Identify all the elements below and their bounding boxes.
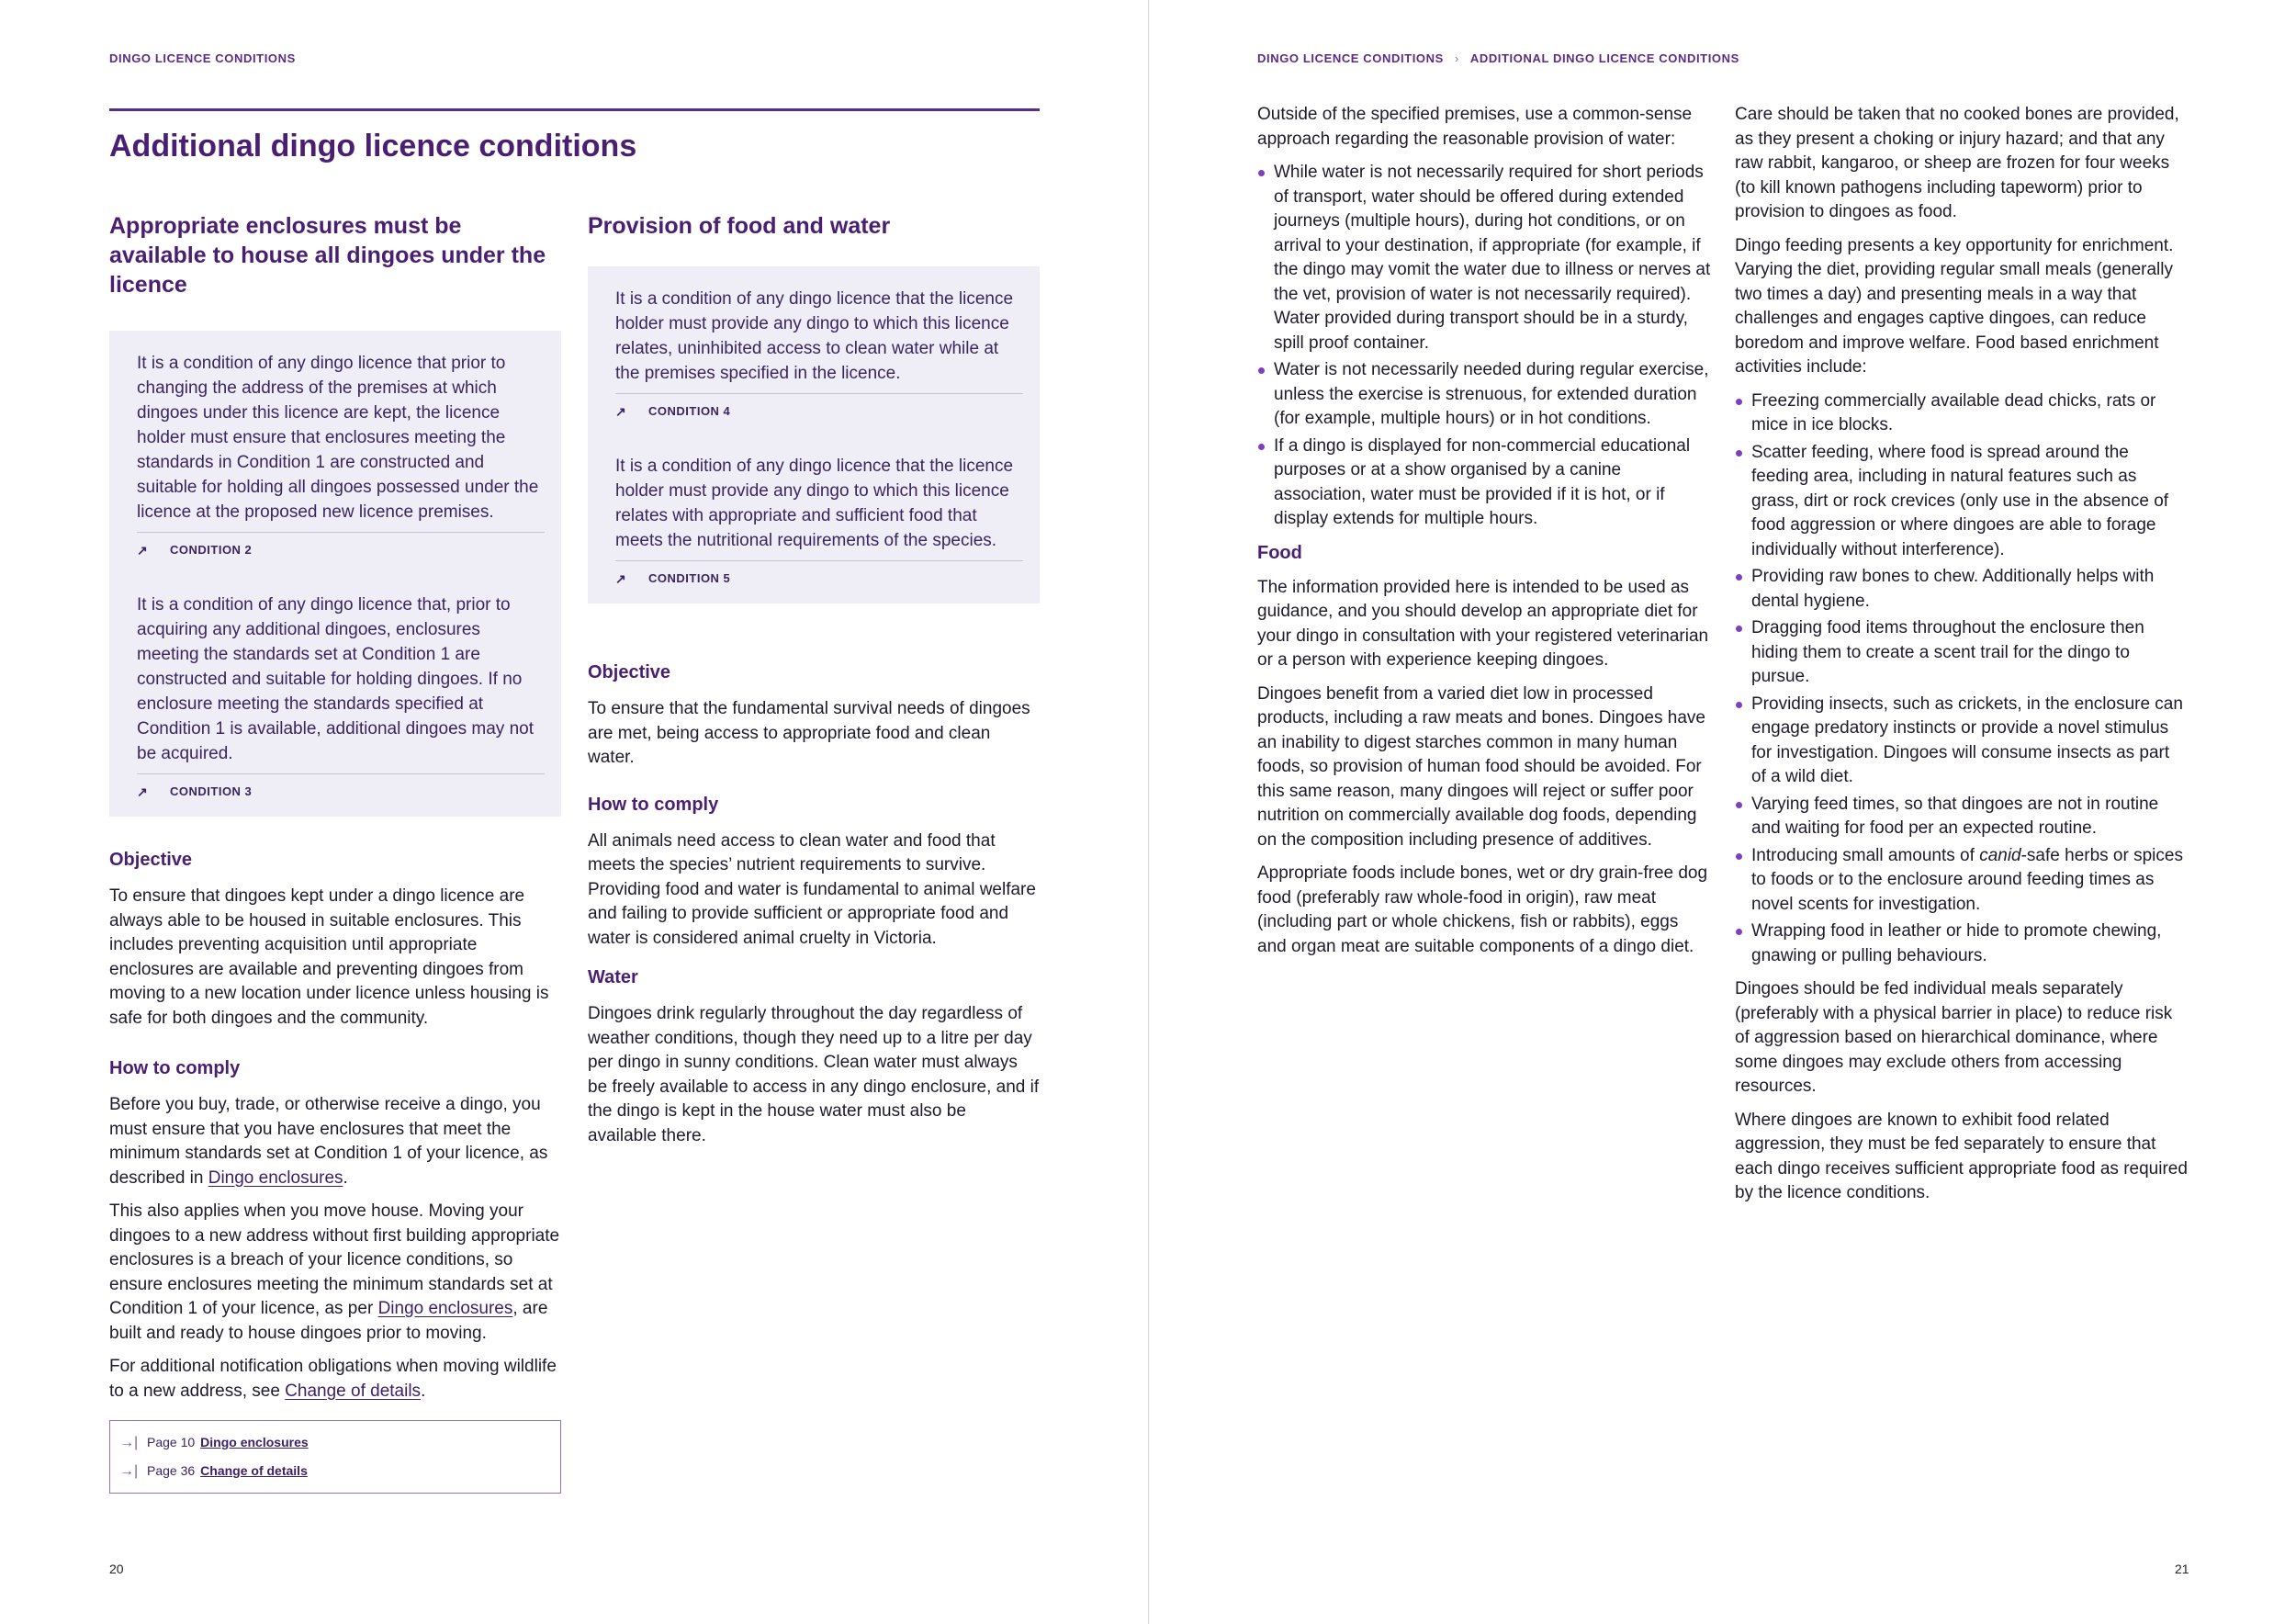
condition-5 bbox=[615, 454, 1023, 592]
condition-ref-label: CONDITION 5 bbox=[648, 570, 731, 585]
food-heading: Food bbox=[1257, 542, 1302, 563]
arrow-right-bar-icon: →| bbox=[119, 1463, 139, 1479]
objective-heading: Objective bbox=[109, 850, 193, 870]
page-number: 21 bbox=[2175, 1562, 2189, 1576]
food-aggression-paragraph: Where dingoes are known to exhibit food related aggression, they must be fed separately to ensure that each dingo receives sufficient appropriate food as required by the licence conditions. bbox=[1735, 1110, 2188, 1202]
title-rule bbox=[109, 108, 1040, 111]
column-food-water bbox=[588, 211, 1040, 1157]
list-item: Water is not necessarily needed during regular exercise, unless the exercise is strenuous, for extended duration (for example, multiple hours) or in hot conditions. bbox=[1257, 358, 1711, 432]
condition-ref-label: CONDITION 4 bbox=[648, 404, 731, 418]
condition-text: It is a condition of any dingo licence that the licence holder must provide any dingo to which this licence relates with appropriate and sufficient food that meets the nutritional requirements of the species. bbox=[615, 456, 1014, 550]
condition-ref[interactable] bbox=[615, 560, 1023, 592]
chevron-right-icon: › bbox=[1454, 51, 1459, 65]
condition-text: It is a condition of any dingo licence that the licence holder must provide any dingo to which this licence relates, uninhibited access to clean water while at the premises specified in the licence. bbox=[615, 289, 1014, 383]
page-reference-row[interactable] bbox=[119, 1457, 551, 1485]
conditions-box-food-water bbox=[588, 266, 1040, 603]
breadcrumb-item-2: ADDITIONAL DINGO LICENCE CONDITIONS bbox=[1469, 51, 1739, 65]
section-heading-food-water: Provision of food and water bbox=[588, 213, 891, 239]
change-of-details-page-link[interactable]: Change of details bbox=[200, 1463, 308, 1478]
condition-ref-label: CONDITION 2 bbox=[170, 543, 253, 557]
change-of-details-link[interactable]: Change of details bbox=[285, 1381, 422, 1401]
column-enclosures bbox=[109, 211, 561, 1494]
list-item: Wrapping food in leather or hide to promote chewing, gnawing or pulling behaviours. bbox=[1735, 919, 2189, 968]
condition-ref[interactable] bbox=[615, 393, 1023, 424]
list-item: Freezing commercially available dead chicks, rats or mice in ice blocks. bbox=[1735, 389, 2189, 438]
condition-text: It is a condition of any dingo licence that prior to changing the address of the premises at which dingoes under this licence are kept, the licence holder must ensure that enclosures meeting the standards in Condition 1 are constructed and suitable for holding all dingoes possessed under the licence at the proposed new licence premises. bbox=[137, 354, 539, 522]
water-heading: Water bbox=[588, 967, 638, 987]
page-title: Additional dingo licence conditions bbox=[109, 129, 637, 164]
food-paragraph-2: Dingoes benefit from a varied diet low in processed products, including a raw meats and bones. Dingoes have an inability to digest starches common in many human foods, so provision of human food should be avoided. For this same reason, many dingoes will reject or suffer poor nutrition on commercially available dog foods, depending on the composition including presence of additives. bbox=[1257, 683, 1705, 850]
comply-paragraph-1: Before you buy, trade, or otherwise receive a dingo, you must ensure that you have enclosures that meet the minimum standards set at Condition 1 of your licence, as described in Dingo enclosures. bbox=[109, 1095, 548, 1188]
condition-4 bbox=[615, 287, 1023, 424]
dingo-enclosures-page-link[interactable]: Dingo enclosures bbox=[200, 1435, 309, 1449]
list-item: Dragging food items throughout the enclosure then hiding them to create a scent trail for the dingo to pursue. bbox=[1735, 616, 2189, 690]
objective-heading: Objective bbox=[588, 662, 671, 682]
condition-ref[interactable] bbox=[137, 773, 545, 805]
page-reference-number: Page 10 bbox=[147, 1435, 196, 1449]
comply-text: All animals need access to clean water and food that meets the species’ nutrient requirements to survive. Providing food and water is fundamental to animal welfare and failing to provide sufficient or appropriate food and water is considered animal cruelty in Victoria. bbox=[588, 830, 1036, 948]
objective-text: To ensure that dingoes kept under a dingo licence are always able to be housed in suitable enclosures. This includes preventing acquisition until appropriate enclosures are available and preventing dingoes from moving to a new location under licence unless housing is safe for both dingoes and the community. bbox=[109, 886, 549, 1028]
objective-text: To ensure that the fundamental survival needs of dingoes are met, being access to appropriate food and clean water. bbox=[588, 699, 1030, 767]
list-item: Providing raw bones to chew. Additionally helps with dental hygiene. bbox=[1735, 565, 2189, 614]
right-page bbox=[1149, 0, 2296, 1624]
comply-heading: How to comply bbox=[109, 1058, 241, 1078]
comply-paragraph-3: For additional notification obligations when moving wildlife to a new address, see Change of details. bbox=[109, 1357, 557, 1401]
column-enrichment bbox=[1735, 103, 2189, 1215]
column-water-food bbox=[1257, 103, 1711, 968]
arrow-up-right-icon: ↗ bbox=[137, 784, 149, 799]
list-item: Introducing small amounts of canid-safe herbs or spices to foods or to the enclosure around feeding times as novel scents for investigation. bbox=[1735, 844, 2189, 918]
water-bullet-list bbox=[1257, 161, 1711, 532]
breadcrumb bbox=[1257, 51, 1739, 65]
bones-paragraph: Care should be taken that no cooked bones are provided, as they present a choking or injury hazard; and that any raw rabbit, kangaroo, or sheep are frozen for four weeks (to kill known pathogens including tapeworm) prior to provision to dingoes as food. bbox=[1735, 105, 2179, 221]
section-heading-enclosures: Appropriate enclosures must be available to house all dingoes under the licence bbox=[109, 213, 546, 298]
page-reference-row[interactable] bbox=[119, 1428, 551, 1457]
breadcrumb-item-1[interactable]: DINGO LICENCE CONDITIONS bbox=[1257, 51, 1444, 65]
page-number: 20 bbox=[109, 1562, 124, 1576]
arrow-up-right-icon: ↗ bbox=[615, 570, 627, 586]
comply-paragraph-2: This also applies when you move house. Moving your dingoes to a new address without first building appropriate enclosures is a breach of your licence conditions, so ensure enclosures meeting the minimum standards set at Condition 1 of your licence, as per Dingo enclosures, are built and ready to house dingoes prior to moving. bbox=[109, 1201, 560, 1343]
comply-heading: How to comply bbox=[588, 794, 719, 815]
page-reference-number: Page 36 bbox=[147, 1463, 196, 1478]
condition-text: It is a condition of any dingo licence that, prior to acquiring any additional dingoes, enclosures meeting the standards set at Condition 1 are constructed and suitable for holding dingoes. If no enclosure meeting the standards specified at Condition 1 is available, additional dingoes may not be acquired. bbox=[137, 594, 534, 763]
dingo-enclosures-link[interactable]: Dingo enclosures bbox=[377, 1299, 513, 1318]
condition-ref[interactable] bbox=[137, 532, 545, 563]
arrow-up-right-icon: ↗ bbox=[137, 543, 149, 558]
arrow-right-bar-icon: →| bbox=[119, 1435, 139, 1450]
food-paragraph-1: The information provided here is intended to be used as guidance, and you should develop an appropriate diet for your dingo in consultation with your registered veterinarian or a person with experience keeping dingoes. bbox=[1257, 577, 1709, 670]
list-item: If a dingo is displayed for non-commercial educational purposes or at a show organised by a canine association, water must be provided if it is hot, or if display extends for multiple hours. bbox=[1257, 434, 1711, 532]
condition-3 bbox=[137, 592, 545, 805]
separate-meals-paragraph: Dingoes should be fed individual meals separately (preferably with a physical barrier in place) to reduce risk of aggression based on hierarchical dominance, where some dingoes may exclude others from accessing resources. bbox=[1735, 979, 2173, 1096]
enrichment-intro: Dingo feeding presents a key opportunity for enrichment. Varying the diet, providing regular small meals (generally two times a day) and presenting meals in a way that challenges and engages captive dingoes, can reduce boredom and improve welfare. Food based enrichment activities include: bbox=[1735, 235, 2174, 377]
enrichment-bullet-list bbox=[1735, 389, 2189, 969]
condition-ref-label: CONDITION 3 bbox=[170, 784, 253, 798]
list-item: Scatter feeding, where food is spread around the feeding area, including in natural features such as grass, dirt or rock crevices (only use in the absence of food aggression or where dingoes are able to forage individually without interference). bbox=[1735, 441, 2189, 563]
list-item: While water is not necessarily required for short periods of transport, water should be offered during extended journeys (multiple hours), during hot conditions, or on arrival to your destination, if appropriate (for example, if the dingo may vomit the water due to illness or nerves at the vet, provision of water is not necessarily required). Water provided during transport should be in a sturdy, spill proof container. bbox=[1257, 161, 1711, 355]
condition-2 bbox=[137, 351, 545, 563]
dingo-enclosures-link[interactable]: Dingo enclosures bbox=[208, 1167, 343, 1188]
running-head: DINGO LICENCE CONDITIONS bbox=[109, 51, 296, 65]
list-item: Varying feed times, so that dingoes are not in routine and waiting for food per an expected routine. bbox=[1735, 793, 2189, 841]
list-item: Providing insects, such as crickets, in the enclosure can engage predatory instincts or provide a novel stimulus for investigation. Dingoes will consume insects as part of a wild diet. bbox=[1735, 693, 2189, 790]
water-text: Dingoes drink regularly throughout the day regardless of weather conditions, though they need up to a litre per day per dingo in sunny conditions. Clean water must always be freely available to access in any dingo enclosure, and if the dingo is kept in the house water must also be available there. bbox=[588, 1004, 1040, 1145]
conditions-box-enclosures bbox=[109, 331, 561, 817]
water-intro: Outside of the specified premises, use a common-sense approach regarding the reasonable provision of water: bbox=[1257, 105, 1693, 149]
arrow-up-right-icon: ↗ bbox=[615, 404, 627, 419]
page-reference-box bbox=[109, 1420, 561, 1494]
food-paragraph-3: Appropriate foods include bones, wet or dry grain-free dog food (preferably raw whole-food in origin), raw meat (including part or whole chickens, fish or rabbits), eggs and organ meat are suitable components of a dingo diet. bbox=[1257, 863, 1708, 956]
